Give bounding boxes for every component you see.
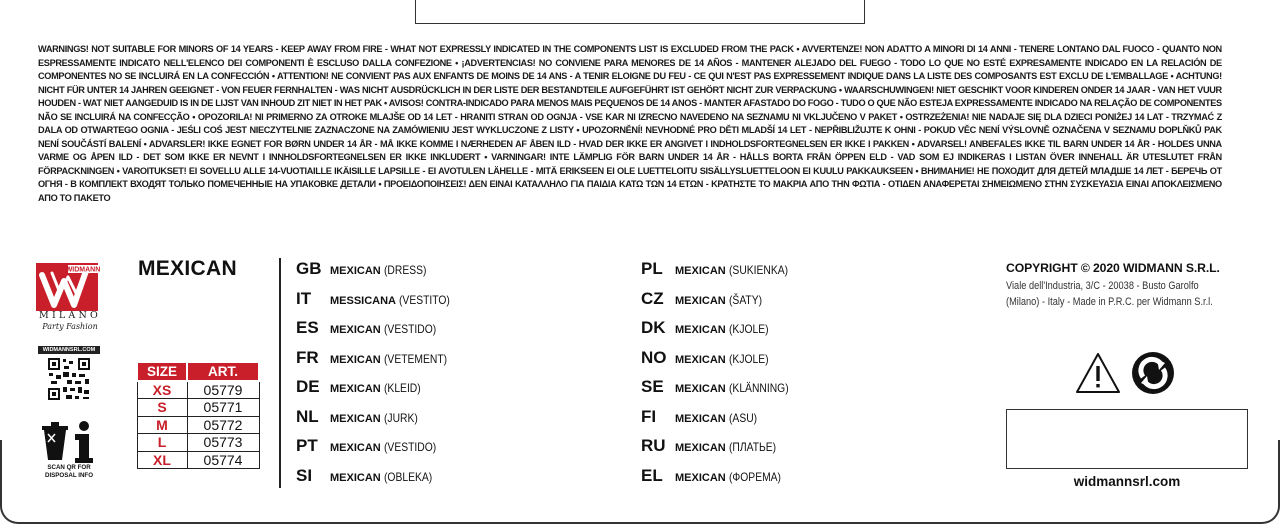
size-cell: M xyxy=(137,416,187,434)
language-row xyxy=(296,377,458,407)
language-row xyxy=(641,318,798,348)
language-name: MESSICANA xyxy=(330,294,397,307)
language-row xyxy=(296,318,458,348)
language-code: NO xyxy=(641,347,667,367)
language-code: FI xyxy=(641,406,657,426)
art-header: ART. xyxy=(187,362,259,381)
language-code: CZ xyxy=(641,288,664,308)
language-desc: (KLEID) xyxy=(383,381,421,395)
language-name: MEXICAN xyxy=(675,442,726,454)
language-code: SE xyxy=(641,377,664,396)
language-code: EL xyxy=(641,465,663,485)
size-cell: XL xyxy=(137,451,187,469)
qr-block xyxy=(38,346,100,401)
language-code: ES xyxy=(296,318,319,337)
copyright-block xyxy=(1006,261,1250,310)
art-cell: 05773 xyxy=(187,434,259,452)
address-line2: (Milano) - Italy - Made in P.R.C. per Widmann S.r.l. xyxy=(1006,295,1213,308)
art-cell: 05774 xyxy=(187,451,259,469)
language-name: MEXICAN xyxy=(675,294,726,307)
language-code: SI xyxy=(296,465,313,485)
size-header: SIZE xyxy=(137,362,187,381)
language-desc: (KJOLE) xyxy=(728,322,769,336)
logo-tagline: Party Fashion xyxy=(42,322,98,331)
qr-code-icon[interactable] xyxy=(47,357,91,401)
language-desc: (VESTITO) xyxy=(399,292,450,307)
language-code: RU xyxy=(641,436,666,455)
language-desc: (VESTIDO) xyxy=(383,440,436,454)
language-row xyxy=(641,377,798,407)
qr-caption-line1: SCAN QR FOR xyxy=(47,464,91,471)
size-cell: L xyxy=(137,434,187,452)
language-row xyxy=(296,259,458,289)
language-code: NL xyxy=(296,406,319,426)
green-dot-recycling-icon xyxy=(1131,351,1175,395)
copyright-title: COPYRIGHT © 2020 WIDMANN S.R.L. xyxy=(1006,261,1220,275)
size-row xyxy=(137,399,259,417)
language-code: FR xyxy=(296,347,319,367)
art-cell: 05771 xyxy=(187,399,259,417)
language-name: MEXICAN xyxy=(330,412,381,425)
language-row xyxy=(641,348,798,378)
language-name: MEXICAN xyxy=(675,471,726,484)
top-label-box xyxy=(415,0,865,24)
copyright-address xyxy=(1006,279,1250,310)
art-cell: 05779 xyxy=(187,381,259,399)
size-cell: S xyxy=(137,399,187,417)
language-row xyxy=(641,259,798,289)
card-frame xyxy=(0,440,1280,524)
language-name: MEXICAN xyxy=(330,383,381,395)
logo-city: MILANO xyxy=(39,310,101,321)
art-cell: 05772 xyxy=(187,416,259,434)
language-desc: (ПЛАТЬЕ) xyxy=(728,440,776,454)
language-desc: (OBLEKA) xyxy=(383,469,432,484)
language-row xyxy=(296,289,458,319)
language-row xyxy=(296,407,458,437)
language-code: PT xyxy=(296,436,318,455)
language-name: MEXICAN xyxy=(330,353,381,366)
website-link[interactable]: widmannsrl.com xyxy=(1073,474,1181,489)
language-name: MEXICAN xyxy=(330,471,381,484)
language-desc: (ŠATY) xyxy=(728,292,762,307)
address-line1: Viale dell'Industria, 3/C - 20038 - Busto Garolfo xyxy=(1006,280,1199,292)
language-name: MEXICAN xyxy=(675,353,726,366)
language-desc: (DRESS) xyxy=(383,263,427,277)
language-desc: (JURK) xyxy=(383,410,418,425)
language-desc: (KLÄNNING) xyxy=(728,381,789,395)
language-code: IT xyxy=(296,288,312,308)
warning-triangle-icon xyxy=(1075,352,1121,394)
qr-site-label: WIDMANNSRL.COM xyxy=(38,346,100,354)
language-name: MEXICAN xyxy=(675,412,726,425)
language-desc: (KJOLE) xyxy=(728,351,769,366)
language-row xyxy=(296,348,458,378)
language-code: PL xyxy=(641,259,663,278)
language-code: DE xyxy=(296,377,320,396)
size-row xyxy=(137,416,259,434)
language-name: MEXICAN xyxy=(330,324,381,336)
language-code: DK xyxy=(641,318,666,337)
language-name: MEXICAN xyxy=(675,265,726,277)
language-desc: (SUKIENKA) xyxy=(728,263,788,277)
logo-text xyxy=(35,310,105,331)
language-name: MEXICAN xyxy=(675,383,726,395)
size-row xyxy=(137,381,259,399)
size-cell: XS xyxy=(137,381,187,399)
warnings-text: WARNINGS! NOT SUITABLE FOR MINORS OF 14 YEARS - KEEP AWAY FROM FIRE - WHAT NOT EXPRESSLY INDICATED IN THE COMPONENTS LIST IS EXCLUDED FROM THE PACK • AVVERTENZE! NON ADATTO A MINORI DI 14 ANNI - TENERE LONTANO DAL FUOCO - QUANTO NON ESPRESSAMENTE INDICATO NELL'ELENCO DEI COMPONENTI È ESCLUSO DALLA CONFEZIONE • ¡ADVERTENCIAS! NO CONVIENE PARA MENORES DE 14 AÑOS - MANTENER ALEJADO DEL FUEGO - TODO LO QUE NO ESTÉ EXPRESAMENTE INDICADO EN LA RELACIÓN DE COMPONENTES NO SE INCLUIRÁ EN LA CONFECCIÓN • ATTENTION! NE CONVIENT PAS AUX ENFANTS DE MOINS DE 14 ANS - A TENIR ELOIGNE DU FEU - CE QUI N'EST PAS EXPRESSEMENT INDIQUE DANS LA LISTE DES COMPOSANTS EST EXCLU DE L'EMBALLAGE • ACHTUNG! NICHT FÜR UNTER 14 JAHREN GEEIGNET - VON FEUER FERNHALTEN - WAS NICHT AUSDRÜCKLICH IN DER LISTE DER BESTANDTEILE AUFGEFÜHRT IST GEHÖRT NICHT ZUR VERPACKUNG • WAARSCHUWINGEN! NIET GESCHIKT VOOR KINDEREN ONDER 14 JAAR - VAN HET VUUR HOUDEN - WAT NIET AANGEDUID IS IN DE LIJST VAN INHOUD ZIT NIET IN HET PAK • AVISOS! CONTRA-INDICADO PARA MENOS MAIS PEQUENOS DE 14 ANOS - MANTER AFASTADO DO FOGO - TUDO O QUE NÃO ESTEJA EXPRESSAMENTE INDICADO NA RELAÇÃO DE COMPONENTES NÃO SE INCLUIRÁ NA CONFECÇÃO • OPOZORILA! NI PRIMERNO ZA OTROKE MLAJŠE OD 14 LET - HRANITI STRAN OD OGNJA - VSE KAR NI IZRECNO NAVEDENO NA SEZNAMU NI VKLJUČENO V PAKET • OSTRZEŻENIA! NIE NADAJE SIĘ DLA DZIECI PONIŻEJ 14 LAT - TRZYMAĆ Z DALA OD OTWARTEGO OGNIA - JEŚLI COŚ JEST NIECZYTELNIE ZAZNACZONE NA ZAMÓWIENIU JEST WYKLUCZONE Z LISTY • UPOZORNĚNÍ! NEVHODNÉ PRO DĚTI MLADŠÍ 14 LET - NEPŘIBLIŽUJTE K OHNI - POKUD VĚC NENÍ VÝSLOVNĚ OZNAČENA V SEZNAMU DOPLŇKŮ PAK NENÍ SOUČÁSTÍ BALENÍ • ADVARSLER! IKKE EGNET FOR BØRN UNDER 14 ÅR - MÅ IKKE KOMME I NÆRHEDEN AF ÅBEN ILD - HVAD DER IKKE ER ANGIVET I INDHOLDSFORTEGNELSEN ER IKKE I PAKKEN • ADVARSEL! ANBEFALES IKKE TIL BARN UNDER 14 ÅR - HOLDES UNNA VARME OG ÅPEN ILD - DET SOM IKKE ER NEVNT I INNHOLDSFORTEGNELSEN ER IKKE INKLUDERT • VARNINGAR! INTE LÄMPLIG FÖR BARN UNDER 14 ÅR - HÅLLS BORTA FRÅN ÖPPEN ELD - VAD SOM EJ INDIKERAS I LISTAN ÖVER INNEHALL ÄR UTESLUTET FRÅN FÖRPACKNINGEN • VAROITUKSET! EI SOVELLU ALLE 14-VUOTIAILLE IKÄISILLE LAPSILLE - EI AVOTULEN LÄHELLE - MITÄ ERIKSEEN EI OLE LUETTELOITU SISÄLLYSLUETTELOON EI KUULU PAKKAUKSEEN • ВНИМАНИЕ! НЕ ПОХОДИТ ДЛЯ ДЕТЕЙ МЛАДШЕ 14 ЛЕТ - БЕРЕЧЬ ОТ ОГНЯ - В КОМПЛЕКТ ВХОДЯТ ТОЛЬКО ПОМЕЧЕННЫЕ НА УПАКОВКЕ ДЕТАЛИ • ΠΡΟΕΙΔΟΠΟΙΗΣΕΙΣ! ΔΕΝ ΕΙΝΑΙ ΚΑΤΑΛΛΗΛΟ ΓΙΑ ΠΑΙΔΙΑ ΚΑΤΩ ΤΩΝ 14 ΕΤΩΝ - ΚΡΑΤΗΣΤΕ ΤΟ ΜΑΚΡΙΑ ΑΠΟ ΤΗΝ ΦΩΤΙΑ - ΟΤΙΔΕΝ ΑΝΑΦΕΡΕΤΑΙ ΣΗΜΕΙΩΜΕΝΟ ΣΤΗΝ ΣΥΣΚΕΥΑΣΙΑ ΕΙΝΑΙ ΑΠΟΚΛΕΙΣΜΕΝΟ ΑΠΟ ΤΟ ΠΑΚΕΤΟ xyxy=(38,43,1222,203)
language-desc: (ФОРЕМА) xyxy=(728,469,781,484)
language-desc: (VESTIDO) xyxy=(383,322,436,336)
language-name: MEXICAN xyxy=(330,442,381,454)
logo-wordmark: WIDMANN xyxy=(65,266,101,274)
language-row xyxy=(641,407,798,437)
language-desc: (VETEMENT) xyxy=(383,351,447,366)
language-desc: (ASU) xyxy=(728,410,757,425)
language-name: MEXICAN xyxy=(330,265,381,277)
language-name: MEXICAN xyxy=(675,324,726,336)
qr-caption-line2: DISPOSAL INFO xyxy=(44,471,94,479)
language-row xyxy=(641,289,798,319)
language-code: GB xyxy=(296,259,322,278)
product-name: MEXICAN xyxy=(138,257,237,280)
